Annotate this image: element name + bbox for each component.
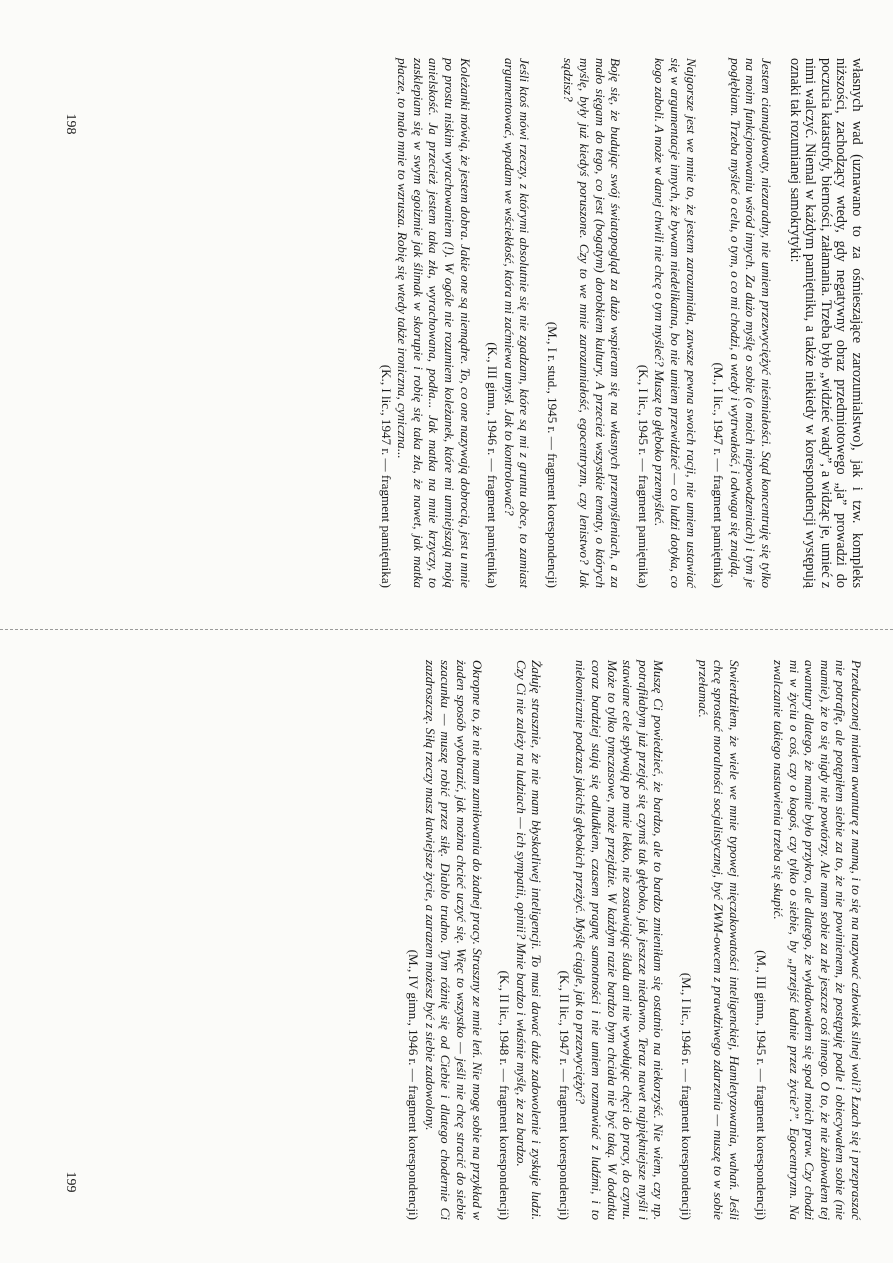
quote-text: Stwierdziłem, że wiele we mnie typowej mięczakowatości inteligenckiej, Hamletyzowania, wahań. Jeśli chcę sprostać moralności socjalistycznej, być ZWM-owcem z prawdziwego zdarzenia — muszę to w sobie przełamać.: [695, 660, 742, 1220]
quote-source: (M., I lic., 1947 r. — fragment pamiętnika): [711, 362, 727, 588]
quote-source: (M., IV gimn., 1946 r. — fragment korespondencji): [406, 949, 422, 1220]
quote-source: (M., I r. stud., 1945 r. — fragment korespondencji): [544, 321, 560, 588]
quote-source: (K., I lic., 1947 r. — fragment pamiętnika): [378, 364, 394, 588]
quote-source: (K., II lic., 1948 r. — fragment korespondencji): [497, 970, 513, 1220]
quote-source: (M., III gimn., 1945 r. — fragment korespondencji): [754, 950, 770, 1220]
quote-text: Jeśli ktoś mówi rzeczy, z którymi absolutnie się nie zgadzam, które są mi z gruntu obce, to zamiast argumentować, wpadam we wściekłość, która mi zaćmiewa umysł. Jak to kontrolować?: [501, 58, 533, 588]
quote-text: Boję się, że budując swój światopogląd za dużo wspieram się na własnych przemyśleniach, a za mało sięgam do tego, co jest (bogatym) dorobkiem kultury. A przecież wszystkie tematy, o których myślę, były już kiedyś poruszone. Czy to we mnie zarozumiałość, egocentryzm, czy lenistwo? Jak sądzisz?: [561, 58, 624, 588]
page-number-199: 199: [63, 1171, 78, 1193]
quote-text: Żałuję strasznie, że nie mam błyskotliwej inteligencji. To musi dawać duże zadowolenie i zyskuje ludzi. Czy Ci nie zależy na ludziach — ich sympatii, opinii? Mnie bardzo i właśnie myślę, że za bardzo.: [513, 660, 545, 1220]
page-199: [84, 660, 864, 1220]
page-number-198: 198: [63, 113, 78, 135]
quote-text: Koleżanki mówią, że jestem dobra. Jakie one są niemądre. To, co one nazywają dobrocią, jest u mnie po prostu niskim wyrachowaniem (!). W ogóle nie rozumiem koleżanek, które mi umniejszają moją anielskość. Ja przecież jestem taka zła, wyrachowana, podła... Jak matka na mnie krzyczy, to zasklepiam się w swym egoizmie jak ślimak w skorupie i robię się taka zła, że nawet, jak matka płacze, to mało mnie to wzrusza. Robię się wtedy także ironiczna, cyniczna...: [395, 58, 473, 588]
page-fold-line: [0, 629, 893, 630]
page-198: [84, 58, 864, 588]
intro-paragraph: własnych wad (uznawano to za ośmieszające zarozumialstwo), jak i tzw. kompleks niższości, zachodzący wtedy, gdy negatywny obraz przedmiotowego „ja” prowadzi do poczucia katastrofy, bierności, załamania. Trzeba było „widzieć wady”, a widząc je, umieć z nimi walczyć. Niemal w każdym pamiętniku, a także niekiedy w korespondencji występują oznaki tak rozumianej samokrytyki:: [786, 58, 865, 588]
quote-text: Okropne to, że nie mam zamiłowania do żadnej pracy. Straszny ze mnie leń. Nie mogę sobie na przykład w żaden sposób wyobrazić, jak można chcieć uczyć się. Więc to wszystko — jeśli nie chcę stracić do siebie szacunku — muszę robić przez siłę. Diablo trudno. Tym różnię się od Ciebie i dlatego chodernie Ci zazdroszczę. Siłą rzeczy masz łatwiejsze życie, a zarazem możesz być z siebie zadowolony.: [422, 660, 485, 1220]
quote-text: Jestem ciamajdowaty, niezaradny, nie umiem przezwyciężyć nieśmiałości. Stąd koncentruję się tylko na moim funkcjonowaniu wśród innych. Za dużo myślę o sobie (o moich niepowodzeniach) i tym je pogłębiam. Trzeba myśleć o celu, o tym, o co mi chodzi, a wtedy i wytrwałość, i odwaga się znajdą.: [727, 58, 775, 588]
quote-source: (K., III gimn., 1946 r. — fragment pamiętnika): [485, 342, 501, 588]
quote-source: (K., I lic., 1945 r. — fragment pamiętnika): [635, 364, 651, 588]
quote-text: Przeduczonej miałem awanturę z mamą, i to się na nazywać człowiek silnej woli? Łzach się i przepraszać nie potrafię, ale potępiłem siebie za to, że nie powinienem, że postępuję podle i obiecywałem sobie (nie mamie), że to się nigdy nie powtórzy. Ale mam sobie za złe jeszcze coś innego. O to, że nie żałowałem tej awantury dlatego, że mamie było przykro, ale dlatego, że wyładowałem się spod moich praw. Czy chodzi mi w życiu o coś, czy o kogoś, czy tylko o siebie, by „przejść ładnie przez życie?”. Egocentryzm. Na zwalczanie takiego nastawienia trzeba się skupić.: [771, 660, 864, 1220]
quote-text: Najgorsze jest we mnie to, że jestem zarozumiała, zawsze pewna swoich racji, nie umiem ustawiać się w argumentacje innych, że bywam niedelikatna, bo nie umiem przewidzieć — co ludzi dotyka, co kogo zaboli. A może w danej chwili nie chcę o tym myśleć? Muszę to głęboko przemyśleć.: [652, 58, 699, 588]
quote-source: (K., II lic., 1947 r. — fragment korespondencji): [556, 970, 572, 1220]
quote-source: (M., I lic., 1946 r. — fragment korespondencji): [679, 972, 695, 1220]
quote-text: Muszę Ci powiedzieć, że bardzo, ale to bardzo zmieniłam się ostatnio na niekorzyść. Nie wiem, czy np. potrafiłabym już przejąć się czymś tak głęboko, jak jeszcze niedawno. Teraz nawet najpiękniejsze myśli i stawiane cele spływają po mnie lekko, nie zostawiając śladu ani nie wywołując chęci do pracy, do czynu. Może to tylko tymczasowe, może przejdzie. W każdym razie bardzo bym chciała nie być taką. W dodatku coraz bardziej stają się odludkiem, czasem pragnę samotności i nie umiem rozmawiać z ludźmi, i to niekomicznie podczas jakichś głębokich przeżyć. Myślę ciągle, jak to przezwyciężyć?: [573, 660, 667, 1220]
